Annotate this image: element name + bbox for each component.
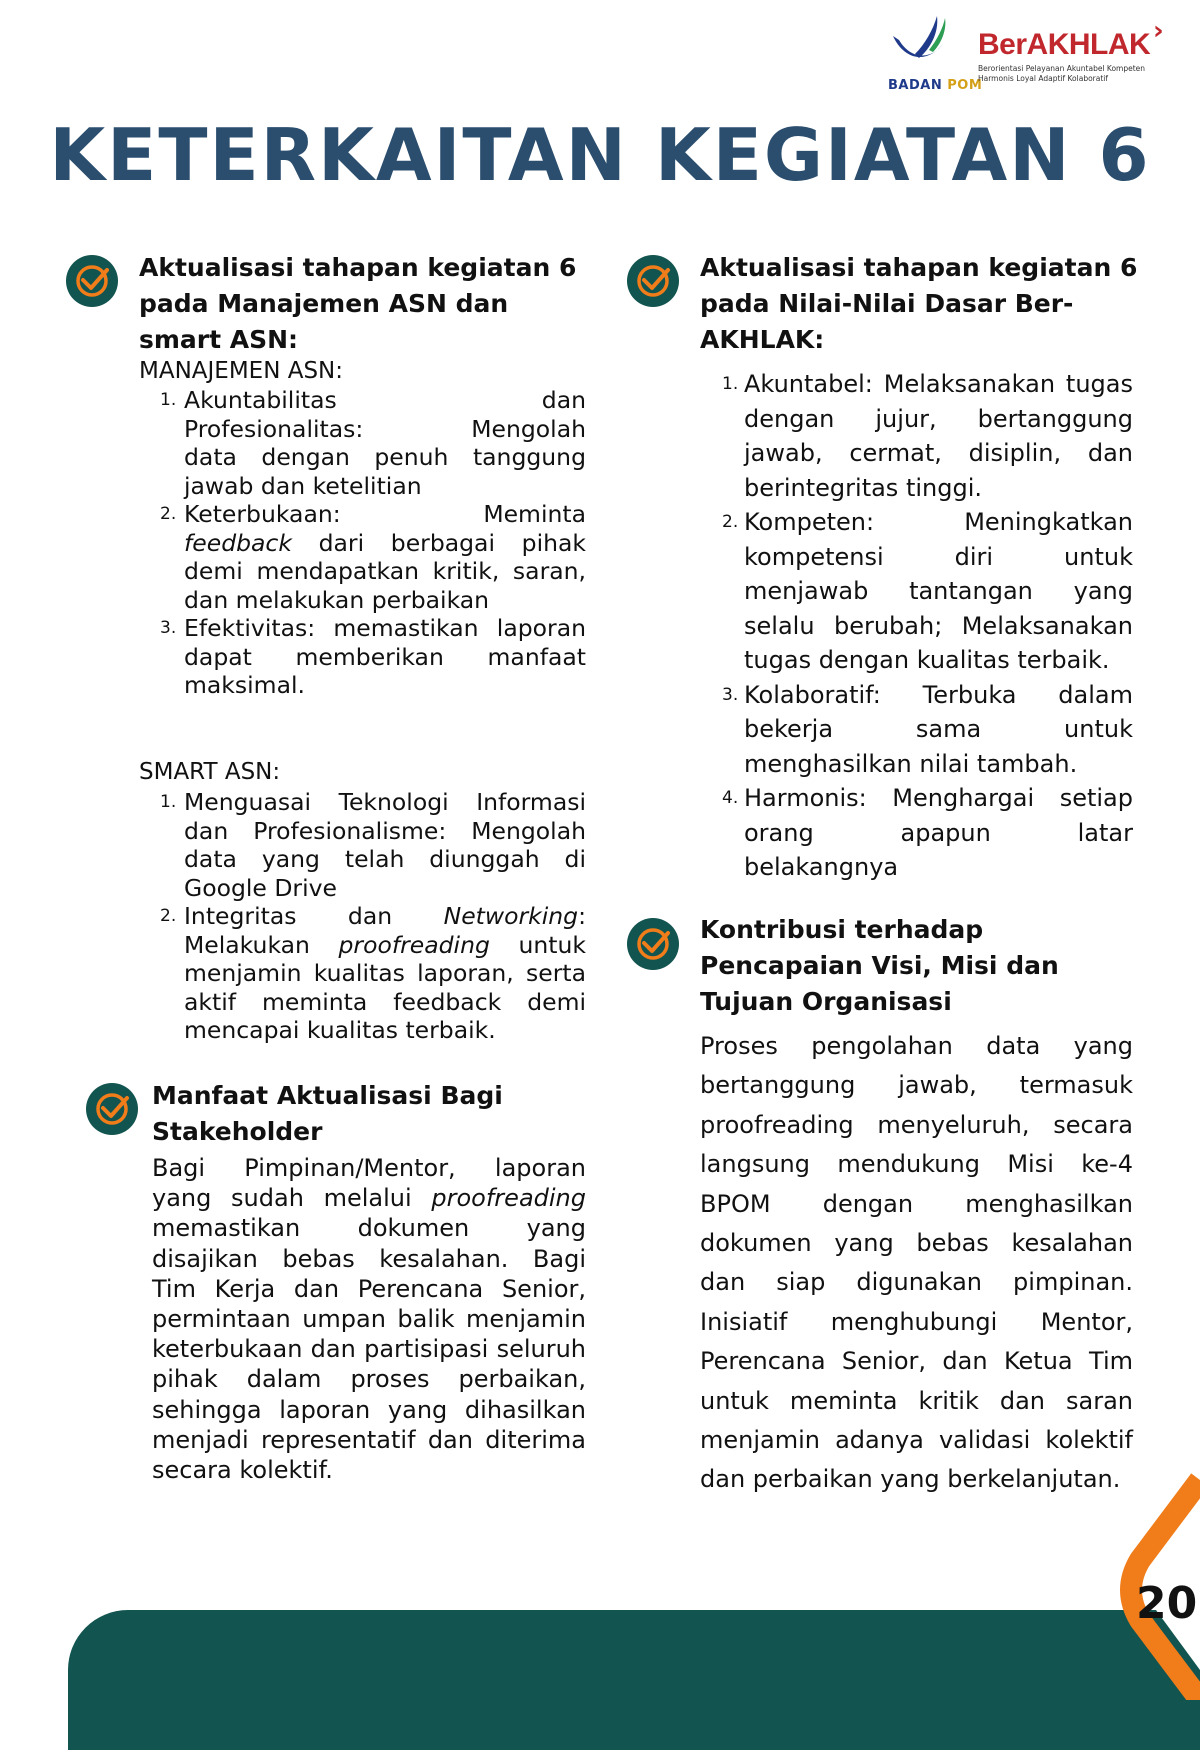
page-title: KETERKAITAN KEGIATAN 6 (49, 113, 1151, 197)
bpom-wing-icon (885, 14, 955, 78)
berakhlak-logo (978, 16, 1168, 84)
list-item: 1. Akuntabel: Melaksanakan tugas dengan jujur, bertanggung jawab, cermat, disiplin, dan berintegritas tinggi. (722, 370, 1133, 502)
list-item: 2. Integritas dan Networking: Melakukan proofreading untuk menjamin kualitas laporan, serta aktif meminta feedback demi mencapai kualitas terbaik. (160, 902, 586, 1044)
list-item: 2. Kompeten: Meningkatkan kompetensi diri untuk menjawab tantangan yang selalu berubah; Melaksanakan tugas dengan kualitas terbaik. (722, 508, 1133, 674)
manajemen-asn-label: MANAJEMEN ASN: (139, 358, 344, 384)
check-circle-icon (626, 254, 680, 308)
smart-asn-list (160, 788, 586, 1045)
check-circle-icon (65, 254, 119, 308)
berakhlak-tagline: Berorientasi Pelayanan Akuntabel Kompeten Harmonis Loyal Adaptif Kolaboratif (978, 64, 1146, 83)
list-item: 1. Akuntabilitas dan Profesionalitas: Mengolah data dengan penuh tanggung jawab dan ketelitian (160, 386, 586, 500)
list-item: 3. Kolaboratif: Terbuka dalam bekerja sama untuk menghasilkan nilai tambah. (722, 680, 1133, 778)
list-item: 2. Keterbukaan: Meminta feedback dari berbagai pihak demi mendapatkan kritik, saran, dan melakukan perbaikan (160, 500, 586, 614)
smart-asn-label: SMART ASN: (139, 759, 281, 785)
footer-band (68, 1610, 1200, 1750)
list-item: 4. Harmonis: Menghargai setiap orang apapun latar belakangnya (722, 784, 1133, 881)
check-circle-icon (626, 917, 680, 971)
check-circle-icon (85, 1082, 139, 1136)
berakhlak-wordmark: BerAKHLAK (978, 28, 1151, 61)
manajemen-asn-list (160, 386, 586, 700)
page-number: 20 (1136, 1578, 1198, 1629)
section-heading-manajemen-asn: Aktualisasi tahapan kegiatan 6 pada Manajemen ASN dan smart ASN: (139, 253, 577, 354)
list-item: 3. Efektivitas: memastikan laporan dapat memberikan manfaat maksimal. (160, 614, 586, 699)
kontribusi-paragraph: Proses pengolahan data yang bertanggung jawab, termasuk proofreading menyeluruh, secara langsung mendukung Misi ke-4 BPOM dengan menghasilkan dokumen yang bebas kesalahan dan siap digunakan pimpinan. Inisiatif menghubungi Mentor, Perencana Senior, dan Ketua Tim untuk meminta kritik dan saran menjamin adanya validasi kolektif dan perbaikan yang berkelanjutan. (700, 1032, 1133, 1494)
manfaat-paragraph: Bagi Pimpinan/Mentor, laporan yang sudah melalui proofreading memastikan dokumen yang disajikan bebas kesalahan. Bagi Tim Kerja dan Perencana Senior, permintaan umpan balik menjamin keterbukaan dan partisipasi seluruh pihak dalam proses perbaikan, sehingga laporan yang dihasilkan menjadi representatif dan diterima secara kolektif. (152, 1154, 586, 1485)
section-heading-kontribusi: Kontribusi terhadap Pencapaian Visi, Misi dan Tujuan Organisasi (700, 915, 1059, 1016)
section-heading-berakhlak: Aktualisasi tahapan kegiatan 6 pada Nilai-Nilai Dasar Ber- AKHLAK: (700, 253, 1138, 354)
section-heading-manfaat: Manfaat Aktualisasi Bagi Stakeholder (152, 1081, 503, 1146)
chevron-right-icon: › (1153, 16, 1164, 46)
bpom-logo-text: BADAN POM (888, 78, 983, 93)
berakhlak-values-list (722, 367, 1133, 885)
list-item: 1. Menguasai Teknologi Informasi dan Profesionalisme: Mengolah data yang telah diunggah di Google Drive (160, 788, 586, 902)
